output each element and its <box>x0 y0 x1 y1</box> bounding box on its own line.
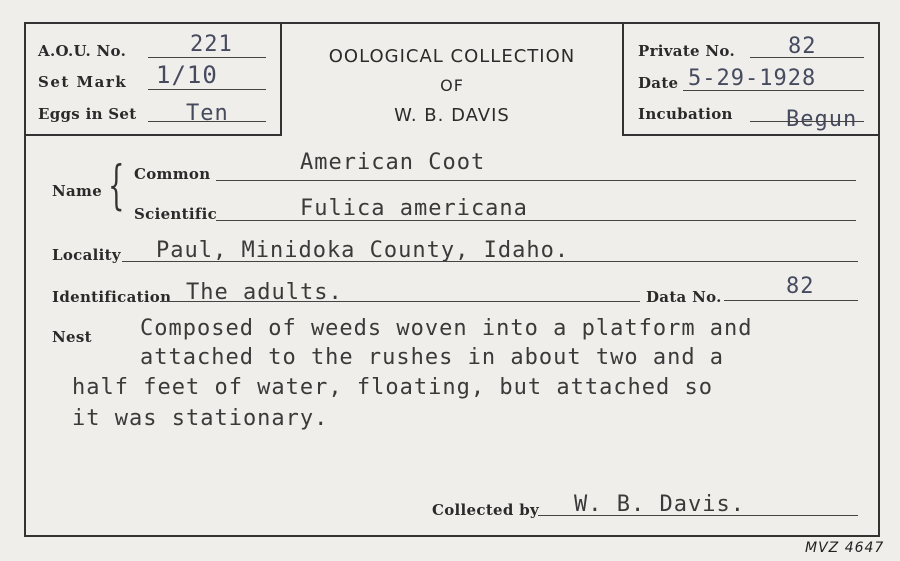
eggs-value: Ten <box>186 101 229 126</box>
eggs-rule <box>148 121 266 122</box>
data-no-label: Data No. <box>646 288 722 306</box>
locality-value: Paul, Minidoka County, Idaho. <box>156 238 570 263</box>
date-value: 5-29-1928 <box>688 66 817 91</box>
date-label: Date <box>638 74 679 92</box>
private-no-label: Private No. <box>638 42 735 60</box>
nest-line-4: it was stationary. <box>72 406 329 431</box>
identification-label: Identification <box>52 288 172 306</box>
private-no-rule <box>750 57 864 58</box>
common-name-value: American Coot <box>300 150 486 175</box>
locality-rule <box>122 261 858 262</box>
nest-line-2: attached to the rushes in about two and a <box>140 345 725 370</box>
collection-title-of: OF <box>440 76 464 95</box>
scientific-label: Scientific <box>134 205 218 223</box>
collected-by-label: Collected by <box>432 501 540 519</box>
incubation-label: Incubation <box>638 105 733 123</box>
incubation-value: Begun <box>786 107 858 132</box>
incubation-rule <box>750 121 864 122</box>
nest-line-1: Composed of weeds woven into a platform and <box>140 316 753 341</box>
data-no-rule <box>724 300 858 301</box>
set-mark-label: Set Mark <box>38 73 128 91</box>
aou-rule <box>148 57 266 58</box>
common-rule <box>216 180 856 181</box>
collector-name-title: W. B. DAVIS <box>394 105 510 126</box>
catalog-number-note: MVZ 4647 <box>805 540 885 556</box>
collected-by-rule <box>538 515 858 516</box>
scientific-rule <box>216 220 856 221</box>
name-brace: { <box>108 156 125 216</box>
name-label: Name <box>52 182 103 200</box>
set-mark-value: 1/10 <box>156 61 218 89</box>
nest-label: Nest <box>52 328 92 346</box>
locality-label: Locality <box>52 246 121 264</box>
collected-by-value: W. B. Davis. <box>574 492 745 517</box>
eggs-label: Eggs in Set <box>38 105 137 123</box>
identification-rule <box>160 301 640 302</box>
date-rule <box>683 90 864 91</box>
nest-line-3: half feet of water, floating, but attached so <box>72 375 714 400</box>
identification-value: The adults. <box>186 280 343 305</box>
set-mark-rule <box>148 89 266 90</box>
collection-title: OOLOGICAL COLLECTION <box>328 46 576 67</box>
scientific-name-value: Fulica americana <box>300 196 528 221</box>
private-no-value: 82 <box>788 34 817 59</box>
data-no-value: 82 <box>786 274 815 299</box>
aou-label: A.O.U. No. <box>38 42 127 60</box>
aou-value: 221 <box>190 32 233 57</box>
common-label: Common <box>134 165 211 183</box>
